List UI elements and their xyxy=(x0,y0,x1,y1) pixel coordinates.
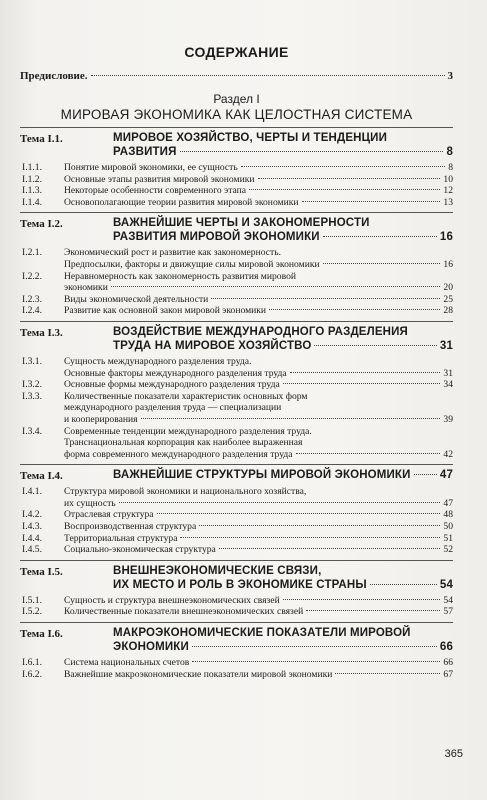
subtopic-last-line xyxy=(64,669,453,681)
subtopic-page: 13 xyxy=(443,196,453,208)
subtopic-text-line: форма современного международного разделения труда xyxy=(64,448,293,460)
topic-title-line: ВОЗДЕЙСТВИЕ МЕЖДУНАРОДНОГО РАЗДЕЛЕНИЯ xyxy=(113,325,408,338)
topic-block xyxy=(20,127,453,208)
subtopic-last-line xyxy=(64,259,453,271)
dot-leader xyxy=(323,236,437,237)
topic-title-last-line xyxy=(113,145,453,159)
topic-title xyxy=(113,468,453,482)
subtopic-text xyxy=(64,185,453,197)
subtopic-text xyxy=(64,391,453,426)
topic-page: 31 xyxy=(439,339,453,352)
dot-leader xyxy=(180,151,444,152)
subtopic-number: I.1.3. xyxy=(22,185,42,197)
dot-leader xyxy=(249,189,440,190)
topic-heading xyxy=(20,626,453,654)
topic-page: 47 xyxy=(439,469,453,482)
dot-leader xyxy=(306,610,440,611)
subtopic-number: I.4.1. xyxy=(22,486,42,498)
topic-number: Тема I.4. xyxy=(20,470,63,483)
subtopic-text-line: Важнейшие макроэкономические показатели мировой экономики xyxy=(64,668,333,680)
subtopic-text-line: Территориальная структура xyxy=(64,532,178,544)
subtopic-text-line: Экономический рост и развитие как закономерность. xyxy=(64,247,281,259)
dot-leader xyxy=(296,453,441,454)
subtopic-text xyxy=(64,294,453,306)
subtopic-entry xyxy=(20,521,453,533)
subtopic-last-line xyxy=(64,305,453,317)
subtopic-entry xyxy=(20,294,453,306)
subtopic-text-line: Сущность международного разделения труда. xyxy=(64,355,252,367)
subtopic-entry xyxy=(20,271,453,294)
topic-block xyxy=(20,464,453,556)
subtopic-entry xyxy=(20,657,453,669)
subtopic-last-line xyxy=(64,595,453,607)
topic-number: Тема I.2. xyxy=(20,218,63,231)
subtopic-number: I.1.4. xyxy=(22,196,42,208)
subtopic-text-line: Система национальных счетов xyxy=(64,657,190,669)
subtopic-page: 39 xyxy=(443,413,453,425)
topic-number: Тема I.6. xyxy=(20,628,63,641)
section-title: МИРОВАЯ ЭКОНОМИКА КАК ЦЕЛОСТНАЯ СИСТЕМА xyxy=(60,107,413,122)
subtopic-list xyxy=(20,657,453,680)
preface-entry xyxy=(20,70,453,82)
dot-leader xyxy=(370,584,437,585)
subtopic-page: 66 xyxy=(443,657,453,669)
subtopic-text-line: Социально-экономическая структура xyxy=(64,544,216,556)
page-number: 365 xyxy=(444,748,463,760)
topic-number: Тема I.1. xyxy=(20,133,63,145)
dot-leader xyxy=(192,661,440,662)
topic-block xyxy=(20,321,453,460)
subtopic-last-line xyxy=(64,185,453,197)
dot-leader xyxy=(111,286,441,287)
topic-title xyxy=(113,216,453,244)
subtopic-page: 57 xyxy=(443,606,453,618)
dot-leader xyxy=(283,383,441,384)
topic-page: 54 xyxy=(439,578,453,591)
topic-title-last-line xyxy=(113,578,453,592)
subtopic-text-line: Некоторые особенности современного этапа xyxy=(64,185,247,197)
dot-leader xyxy=(211,298,440,299)
topic-number: Тема I.5. xyxy=(20,565,63,578)
subtopic-text xyxy=(64,606,453,618)
subtopic-list xyxy=(20,486,453,556)
subtopic-page: 31 xyxy=(443,367,453,379)
subtopic-text-line: и кооперирования xyxy=(64,413,138,425)
subtopic-entry xyxy=(20,426,453,461)
topic-title-line: ЭКОНОМИКИ xyxy=(113,641,189,654)
dot-leader xyxy=(290,372,441,373)
subtopic-number: I.4.4. xyxy=(22,532,42,544)
subtopic-entry xyxy=(20,533,453,545)
dot-leader xyxy=(241,166,445,167)
subtopic-text-line: Основные формы международного разделения труда xyxy=(64,379,280,391)
dot-leader xyxy=(269,309,440,310)
subtopic-number: I.1.1. xyxy=(22,162,42,173)
subtopic-page: 8 xyxy=(448,162,453,173)
subtopic-text xyxy=(64,544,453,556)
subtopic-entry xyxy=(20,356,453,379)
subtopic-entry xyxy=(20,391,453,426)
subtopic-page: 50 xyxy=(443,521,453,533)
subtopic-number: I.2.2. xyxy=(22,270,42,282)
subtopic-text xyxy=(64,426,453,461)
subtopic-last-line xyxy=(64,414,453,426)
topic-number: Тема I.3. xyxy=(20,326,63,339)
subtopic-text xyxy=(64,305,453,317)
dot-leader xyxy=(283,599,441,600)
subtopic-text-line: Воспроизводственная структура xyxy=(64,521,197,533)
topic-title-last-line xyxy=(113,230,453,244)
subtopic-page: 20 xyxy=(443,282,453,294)
subtopic-text-line: Современные тенденции международного разделения труда. xyxy=(64,425,312,437)
topic-list xyxy=(20,127,453,680)
subtopic-page: 48 xyxy=(443,509,453,521)
subtopic-list xyxy=(20,162,453,208)
subtopic-text-line: Основополагающие теории развития мировой экономики xyxy=(64,196,299,208)
subtopic-entry xyxy=(20,509,453,521)
dot-leader xyxy=(199,525,440,526)
subtopic-number: I.5.1. xyxy=(22,594,42,606)
subtopic-text-line: Виды экономической деятельности xyxy=(64,293,209,305)
topic-title-line: ВНЕШНЕЭКОНОМИЧЕСКИЕ СВЯЗИ, xyxy=(113,564,322,577)
subtopic-number: I.6.1. xyxy=(22,657,42,669)
topic-title xyxy=(113,564,453,592)
subtopic-text-line: Сущность и структура внешнеэкономических связей xyxy=(64,594,280,606)
subtopic-text-line: международного разделения труда — специализации xyxy=(64,402,282,414)
subtopic-entry xyxy=(20,305,453,317)
subtopic-text xyxy=(64,174,453,186)
subtopic-last-line xyxy=(64,282,453,294)
subtopic-text xyxy=(64,247,453,270)
subtopic-text xyxy=(64,379,453,391)
topic-block xyxy=(20,212,453,317)
subtopic-number: I.2.1. xyxy=(22,247,42,259)
subtopic-page: 10 xyxy=(443,173,453,185)
subtopic-page: 34 xyxy=(443,379,453,391)
subtopic-number: I.4.2. xyxy=(22,509,42,521)
subtopic-text xyxy=(64,657,453,669)
subtopic-text-line: Транснациональная корпорация как наиболее выраженная xyxy=(64,437,303,449)
topic-block xyxy=(20,560,453,618)
subtopic-text xyxy=(64,669,453,681)
subtopic-page: 25 xyxy=(443,293,453,305)
topic-heading xyxy=(20,325,453,353)
subtopic-text-line: Отраслевая структура xyxy=(64,509,154,521)
subtopic-text-line: Количественные показатели внешнеэкономических связей xyxy=(64,606,304,618)
preface-page: 3 xyxy=(447,70,453,82)
dot-leader xyxy=(180,537,440,538)
dot-leader xyxy=(302,201,441,202)
subtopic-text xyxy=(64,356,453,379)
subtopic-text xyxy=(64,271,453,294)
dot-leader xyxy=(157,513,441,514)
subtopic-last-line xyxy=(64,379,453,391)
subtopic-entry xyxy=(20,669,453,681)
subtopic-number: I.4.3. xyxy=(22,521,42,533)
dot-leader xyxy=(414,474,437,475)
dot-leader xyxy=(91,75,445,76)
subtopic-entry xyxy=(20,486,453,509)
subtopic-number: I.1.2. xyxy=(22,173,42,185)
dot-leader xyxy=(141,418,441,419)
subtopic-last-line xyxy=(64,521,453,533)
subtopic-text-line: Неравномерность как закономерность развития мировой xyxy=(64,270,297,282)
subtopic-number: I.2.4. xyxy=(22,305,42,317)
subtopic-text xyxy=(64,162,453,174)
subtopic-text-line: Количественные показатели характеристик основных форм xyxy=(64,390,308,402)
subtopic-number: I.3.1. xyxy=(22,355,42,367)
topic-heading xyxy=(20,131,453,159)
topic-heading xyxy=(20,216,453,244)
topic-title-line: ВАЖНЕЙШИЕ СТРУКТУРЫ МИРОВОЙ ЭКОНОМИКИ xyxy=(113,469,411,482)
subtopic-page: 51 xyxy=(443,532,453,544)
subtopic-text-line: Предпосылки, факторы и движущие силы мировой экономики xyxy=(64,258,320,270)
subtopic-text-line: Основные факторы международного разделения труда xyxy=(64,367,287,379)
subtopic-entry xyxy=(20,174,453,186)
subtopic-number: I.5.2. xyxy=(22,606,42,618)
subtopic-last-line xyxy=(64,197,453,209)
topic-title-line: РАЗВИТИЯ xyxy=(113,146,177,158)
topic-title xyxy=(113,626,453,654)
subtopic-number: I.6.2. xyxy=(22,668,42,680)
subtopic-entry xyxy=(20,544,453,556)
subtopic-text xyxy=(64,509,453,521)
subtopic-text-line: Понятие мировой экономики, ее сущность xyxy=(64,162,238,173)
table-of-contents xyxy=(20,44,453,682)
subtopic-text xyxy=(64,521,453,533)
subtopic-last-line xyxy=(64,657,453,669)
topic-title-line: МАКРОЭКОНОМИЧЕСКИЕ ПОКАЗАТЕЛИ МИРОВОЙ xyxy=(113,627,411,640)
subtopic-page: 12 xyxy=(443,185,453,197)
subtopic-entry xyxy=(20,185,453,197)
subtopic-entry xyxy=(20,247,453,270)
subtopic-list xyxy=(20,356,453,460)
subtopic-entry xyxy=(20,595,453,607)
subtopic-page: 67 xyxy=(443,668,453,680)
topic-title-line: ВАЖНЕЙШИЕ ЧЕРТЫ И ЗАКОНОМЕРНОСТИ xyxy=(113,217,370,230)
subtopic-last-line xyxy=(64,533,453,545)
dot-leader xyxy=(119,502,441,503)
subtopic-list xyxy=(20,247,453,317)
subtopic-entry xyxy=(20,379,453,391)
subtopic-text-line: Структура мировой экономики и национального хозяйства, xyxy=(64,486,307,498)
topic-title xyxy=(113,131,453,159)
subtopic-entry xyxy=(20,162,453,174)
subtopic-list xyxy=(20,595,453,618)
topic-title xyxy=(113,325,453,353)
topic-title-line: ТРУДА НА МИРОВОЕ ХОЗЯЙСТВО xyxy=(113,339,312,352)
subtopic-entry xyxy=(20,197,453,209)
subtopic-page: 47 xyxy=(443,497,453,509)
dot-leader xyxy=(314,345,436,346)
topic-block xyxy=(20,622,453,680)
subtopic-text xyxy=(64,533,453,545)
dot-leader xyxy=(335,673,440,674)
subtopic-text xyxy=(64,595,453,607)
topic-title-last-line xyxy=(113,339,453,353)
subtopic-number: I.3.4. xyxy=(22,425,42,437)
subtopic-page: 42 xyxy=(443,448,453,460)
topic-title-last-line xyxy=(113,468,453,482)
topic-page: 16 xyxy=(439,231,453,244)
topic-title-last-line xyxy=(113,640,453,654)
subtopic-text xyxy=(64,486,453,509)
subtopic-text-line: Основные этапы развития мировой экономики xyxy=(64,173,255,185)
topic-page: 8 xyxy=(446,146,453,158)
subtopic-last-line xyxy=(64,606,453,618)
topic-title-line: МИРОВОЕ ХОЗЯЙСТВО, ЧЕРТЫ И ТЕНДЕНЦИИ xyxy=(113,132,388,144)
dot-leader xyxy=(219,548,441,549)
subtopic-last-line xyxy=(64,174,453,186)
section-name: Раздел I xyxy=(213,92,260,106)
subtopic-last-line xyxy=(64,162,453,174)
topic-heading xyxy=(20,564,453,592)
dot-leader xyxy=(258,178,441,179)
subtopic-page: 16 xyxy=(443,258,453,270)
subtopic-page: 54 xyxy=(443,594,453,606)
subtopic-last-line xyxy=(64,509,453,521)
subtopic-page: 28 xyxy=(443,305,453,317)
topic-heading xyxy=(20,468,453,483)
topic-title-line: РАЗВИТИЯ МИРОВОЙ ЭКОНОМИКИ xyxy=(113,231,320,244)
subtopic-text-line: их сущность xyxy=(64,497,116,509)
subtopic-last-line xyxy=(64,449,453,461)
subtopic-last-line xyxy=(64,368,453,380)
preface-label: Предисловие. xyxy=(20,70,88,82)
topic-page: 66 xyxy=(439,641,453,654)
subtopic-last-line xyxy=(64,498,453,510)
topic-title-line: ИХ МЕСТО И РОЛЬ В ЭКОНОМИКЕ СТРАНЫ xyxy=(113,578,367,591)
dot-leader xyxy=(192,646,437,647)
subtopic-number: I.3.2. xyxy=(22,379,42,391)
subtopic-number: I.2.3. xyxy=(22,293,42,305)
subtopic-text-line: экономики xyxy=(64,282,108,294)
subtopic-text-line: Развитие как основной закон мировой экономики xyxy=(64,305,267,317)
subtopic-page: 52 xyxy=(443,544,453,556)
subtopic-last-line xyxy=(64,294,453,306)
subtopic-entry xyxy=(20,606,453,618)
dot-leader xyxy=(323,263,441,264)
subtopic-number: I.4.5. xyxy=(22,544,42,556)
subtopic-number: I.3.3. xyxy=(22,390,42,402)
subtopic-last-line xyxy=(64,544,453,556)
contents-title: СОДЕРЖАНИЕ xyxy=(184,44,289,60)
subtopic-text xyxy=(64,197,453,209)
